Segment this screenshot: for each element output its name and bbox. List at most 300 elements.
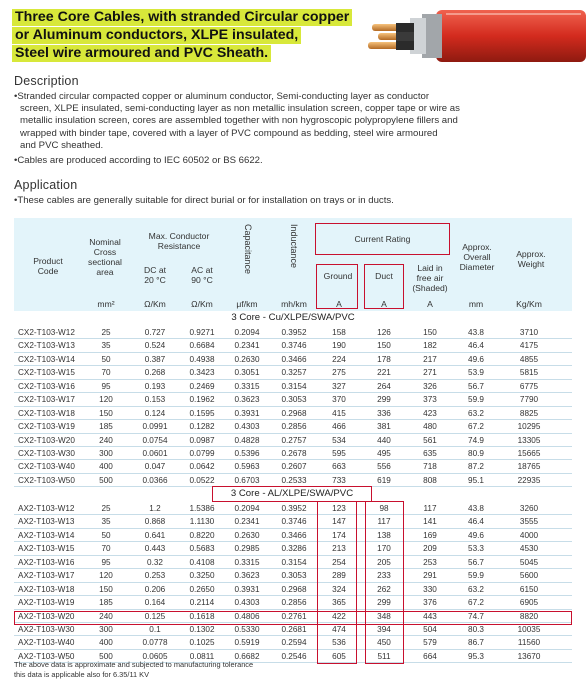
table-cell: 299 [377,598,391,608]
table-cell: 0.2681 [281,624,307,634]
table-cell: 0.443 [144,544,166,554]
table-row [14,556,572,569]
table-row [14,407,572,420]
table-cell: 330 [423,584,437,594]
table-cell: AX2-T103-W12 [18,504,75,513]
unit-inductance: mh/km [281,299,307,309]
table-cell: 0.2546 [281,651,307,661]
table-cell: 224 [332,354,346,364]
table-cell: 205 [377,557,391,567]
table-cell: 240 [99,611,113,621]
table-cell: 0.3051 [234,368,260,378]
table-cell: 0.4303 [234,598,260,608]
table-cell: 4530 [519,544,539,554]
table-cell: 95 [101,381,111,391]
table-cell: 324 [332,584,346,594]
table-cell: 262 [377,584,391,594]
table-row [14,515,572,528]
table-cell: 3555 [519,517,539,527]
header-nominal-area: Nominal Cross sectional area [88,237,122,277]
table-cell: 67.2 [468,598,484,608]
table-cell: 423 [423,408,437,418]
table-cell: 495 [377,448,391,458]
table-cell: 86.7 [468,638,484,648]
table-cell: 0.3315 [234,381,260,391]
table-row [14,460,572,473]
table-cell: 0.0799 [189,448,215,458]
table-cell: 4175 [519,341,539,351]
table-cell: 0.253 [144,571,166,581]
table-cell: 5600 [519,571,539,581]
description-heading: Description [14,74,79,88]
table-cell: 126 [377,328,391,337]
table-cell: 376 [423,598,437,608]
table-cell: 0.2341 [234,517,260,527]
table-cell: 440 [377,435,391,445]
table-cell: 0.3952 [281,504,307,513]
table-row [14,583,572,596]
unit-dc: Ω/Km [144,299,166,309]
table-cell: 182 [423,341,437,351]
unit-ac: Ω/Km [191,299,213,309]
table-cell: 300 [99,448,113,458]
table-cell: 511 [377,651,391,661]
table-cell: AX2-T103-W50 [18,651,75,661]
description-line: wrapped with binder tape, covered with a layer of PVC compound as bedding, steel wire armoured [20,127,438,139]
table-cell: CX2-T103-W50 [18,475,75,485]
table-cell: 80.3 [468,624,484,634]
table-cell: AX2-T103-W15 [18,544,75,554]
table-cell: 0.4806 [234,611,260,621]
table-cell: 500 [99,475,113,485]
table-cell: 0.3250 [189,571,215,581]
table-cell: 0.5963 [234,462,260,472]
table-cell: 117 [377,517,391,527]
table-cell: 63.2 [468,584,484,594]
table-cell: 579 [423,638,437,648]
unit-area: mm² [97,299,115,309]
description-line: and PVC sheathed. [20,139,104,151]
header-current-rating: Current Rating [354,234,411,244]
table-cell: 0.0811 [189,651,215,661]
table-row [14,380,572,393]
table-cell: 0.3931 [234,408,260,418]
unit-capacitance: μf/km [236,299,258,309]
table-cell: 0.6682 [234,651,260,661]
title-line-1: Three Core Cables, with stranded Circular copper [12,9,352,26]
table-cell: 0.1025 [189,638,215,648]
table-cell: 0.2469 [189,381,215,391]
table-cell: 0.868 [144,517,166,527]
specification-table [14,218,572,661]
table-row [14,326,572,339]
table-cell: 327 [332,381,346,391]
table-cell: 174 [332,530,346,540]
table-cell: 0.3623 [234,395,260,405]
table-cell: 3710 [519,328,539,337]
table-cell: AX2-T103-W17 [18,571,75,581]
table-cell: 185 [99,598,113,608]
table-cell: 0.0522 [189,475,215,485]
table-cell: 0.4108 [189,557,215,567]
table-cell: 0.2533 [281,475,307,485]
table-cell: 6905 [519,598,539,608]
table-cell: 253 [423,557,437,567]
table-cell: 53.3 [468,544,484,554]
table-cell: 6150 [519,584,539,594]
table-cell: 150 [423,328,437,337]
section-title-aluminum: 3 Core - AL/XLPE/SWA/PVC [230,488,354,499]
table-cell: 53.9 [468,368,484,378]
table-cell: 664 [423,651,437,661]
cable-cross-section-image [366,0,586,72]
unit-diameter: mm [468,299,484,309]
table-cell: CX2-T103-W13 [18,341,75,351]
table-cell: 0.2968 [281,584,307,594]
table-cell: 0.6684 [189,341,215,351]
table-cell: 0.2607 [281,462,307,472]
table-cell: 504 [423,624,437,634]
table-cell: 0.3053 [281,571,307,581]
table-cell: 8820 [519,611,539,621]
unit-free-air: A [427,299,433,309]
header-max-resistance: Max. Conductor Resistance [148,231,210,251]
table-cell: AX2-T103-W13 [18,517,75,527]
table-row [14,529,572,542]
table-cell: 10035 [517,624,541,634]
table-cell: 169 [423,530,437,540]
table-cell: 0.193 [144,381,166,391]
table-cell: 10295 [517,422,541,432]
table-cell: 0.727 [144,328,166,337]
table-cell: 18765 [517,462,541,472]
table-cell: CX2-T103-W12 [18,328,75,337]
table-cell: 11560 [517,638,541,648]
table-cell: 271 [423,368,437,378]
table-cell: 35 [101,517,111,527]
table-cell: 150 [99,408,113,418]
header-duct: Duct [375,271,393,281]
table-cell: AX2-T103-W40 [18,638,75,648]
table-cell: 0.0991 [142,422,168,432]
table-cell: 13305 [517,435,541,445]
table-cell: 0.0987 [189,435,215,445]
table-cell: 240 [99,435,113,445]
description-line: screen, XLPE insulated, semi-conducting layer as non metallic insulation screen, copper tape or wire as [20,103,460,115]
table-row [14,502,572,515]
table-cell: 480 [423,422,437,432]
table-cell: 0.2341 [234,341,260,351]
table-cell: 556 [377,462,391,472]
table-cell: 0.8220 [189,530,215,540]
table-cell: 13670 [517,651,541,661]
table-cell: 120 [99,395,113,405]
table-cell: 190 [332,341,346,351]
table-cell: 74.7 [468,611,484,621]
table-row [14,636,572,649]
table-cell: 15665 [517,448,541,458]
table-cell: 443 [423,611,437,621]
table-cell: 158 [332,328,346,337]
table-cell: 221 [377,368,391,378]
table-cell: 49.6 [468,354,484,364]
table-cell: 46.4 [468,517,484,527]
table-cell: 178 [377,354,391,364]
table-cell: 120 [99,571,113,581]
table-cell: 233 [377,571,391,581]
table-cell: 733 [332,475,346,485]
table-cell: 213 [332,544,346,554]
page-header [0,0,586,66]
table-cell: 0.2630 [234,530,260,540]
table-row [14,569,572,582]
table-cell: 0.2094 [234,504,260,513]
table-cell: 123 [332,504,346,513]
table-cell: 0.0778 [142,638,168,648]
table-cell: 0.0366 [142,475,168,485]
table-row [14,542,572,555]
table-cell: 50 [101,530,111,540]
table-cell: 0.3952 [281,328,307,337]
table-cell: 0.0601 [142,448,168,458]
table-cell: CX2-T103-W14 [18,354,75,364]
table-cell: 0.125 [144,611,166,621]
table-cell: 0.3466 [281,354,307,364]
table-cell: 536 [332,638,346,648]
table-cell: 605 [332,651,346,661]
table-cell: 22935 [517,475,541,485]
table-cell: 0.268 [144,368,166,378]
table-cell: 0.1595 [189,408,215,418]
table-row [14,366,572,379]
table-cell: 0.1282 [189,422,215,432]
table-cell: 0.5683 [189,544,215,554]
copper-rows [14,326,572,487]
header-product-code: Product Code [33,256,63,276]
table-cell: 0.4828 [234,435,260,445]
table-cell: 0.153 [144,395,166,405]
table-row [14,420,572,433]
table-cell: 95.3 [468,651,484,661]
table-cell: AX2-T103-W18 [18,584,75,594]
table-cell: 150 [99,584,113,594]
table-cell: 1.1130 [189,517,215,527]
table-cell: 0.0754 [142,435,168,445]
table-cell: 0.0605 [142,651,168,661]
title-line-2: or Aluminum conductors, XLPE insulated, [12,27,301,44]
unit-weight: Kg/Km [516,299,542,309]
table-cell: 0.1962 [189,395,215,405]
table-cell: 170 [377,544,391,554]
table-cell: 254 [332,557,346,567]
table-cell: 98 [379,504,389,513]
table-cell: 43.8 [468,504,484,513]
table-cell: 0.3746 [281,341,307,351]
table-cell: 289 [332,571,346,581]
table-cell: 0.3053 [281,395,307,405]
table-cell: 0.1 [149,624,161,634]
footnote-line-2: this data is applicable also for 6.35/11 KV [14,670,150,679]
standards-line: •Cables are produced according to IEC 60502 or BS 6622. [14,155,263,167]
table-cell: 0.047 [144,462,166,472]
table-cell: 5815 [519,368,539,378]
table-cell: 0.2761 [281,611,307,621]
table-cell: 150 [377,341,391,351]
table-cell: 0.124 [144,408,166,418]
highlighted-row-box [14,611,572,625]
table-cell: 0.2630 [234,354,260,364]
table-cell: 561 [423,435,437,445]
table-cell: CX2-T103-W18 [18,408,75,418]
ground-column-highlight [317,501,357,664]
description-paragraph [14,91,574,167]
table-cell: CX2-T103-W40 [18,462,75,472]
table-cell: 25 [101,328,111,337]
table-cell: 415 [332,408,346,418]
table-cell: 0.524 [144,341,166,351]
table-cell: 474 [332,624,346,634]
table-cell: 59.9 [468,395,484,405]
table-cell: 0.641 [144,530,166,540]
table-cell: 0.3315 [234,557,260,567]
table-cell: 348 [377,611,391,621]
table-cell: 6775 [519,381,539,391]
header-dc: DC at 20 °C [144,265,166,285]
aluminum-rows [14,502,572,663]
unit-duct: A [381,299,387,309]
table-cell: 595 [332,448,346,458]
table-cell: 500 [99,651,113,661]
table-cell: 67.2 [468,422,484,432]
table-cell: 0.2968 [281,408,307,418]
table-cell: 5045 [519,557,539,567]
table-cell: 70 [101,368,111,378]
table-cell: 0.5919 [234,638,260,648]
description-line: •Stranded circular compacted copper or aluminum conductor, Semi-conducting layer as conductor [14,91,430,102]
table-cell: 0.0642 [189,462,215,472]
table-cell: 394 [377,624,391,634]
table-cell: 59.9 [468,571,484,581]
table-cell: 0.2985 [234,544,260,554]
table-cell: 381 [377,422,391,432]
table-row [14,596,572,609]
table-row [14,447,572,460]
table-cell: AX2-T103-W19 [18,598,75,608]
header-weight: Approx. Weight [516,249,546,269]
header-inductance: Inductance [289,224,299,269]
table-cell: 56.7 [468,381,484,391]
table-cell: 0.3746 [281,517,307,527]
table-cell: 0.5330 [234,624,260,634]
table-cell: 4855 [519,354,539,364]
table-cell: 326 [423,381,437,391]
footnote-line-1: The above data is approximate and subjected to manufacturing tolerance [14,660,254,669]
table-cell: 0.2094 [234,328,260,337]
table-cell: 0.3423 [189,368,215,378]
table-cell: 8825 [519,408,539,418]
table-cell: 0.3466 [281,530,307,540]
table-cell: 619 [377,475,391,485]
table-cell: 1.2 [149,504,161,513]
header-laid-free-air: Laid in free air (Shaded) [412,263,448,293]
table-cell: 25 [101,504,111,513]
table-cell: AX2-T103-W30 [18,624,75,634]
table-cell: 365 [332,598,346,608]
table-cell: 0.3257 [281,368,307,378]
table-cell: 217 [423,354,437,364]
section-title-copper: 3 Core - Cu/XLPE/SWA/PVC [231,312,355,323]
table-cell: 0.164 [144,598,166,608]
table-cell: 0.3931 [234,584,260,594]
table-cell: AX2-T103-W20 [18,611,75,621]
table-cell: 450 [377,638,391,648]
table-row [14,339,572,352]
table-cell: CX2-T103-W16 [18,381,75,391]
table-cell: 56.7 [468,557,484,567]
table-cell: 336 [377,408,391,418]
table-cell: 95 [101,557,111,567]
table-cell: 0.6703 [234,475,260,485]
table-cell: 141 [423,517,437,527]
table-cell: 49.6 [468,530,484,540]
table-cell: 7790 [519,395,539,405]
table-cell: 0.387 [144,354,166,364]
table-cell: 0.3623 [234,571,260,581]
table-cell: 80.9 [468,448,484,458]
table-row [14,393,572,406]
table-cell: 0.2757 [281,435,307,445]
table-cell: 663 [332,462,346,472]
table-cell: 43.8 [468,328,484,337]
table-cell: 209 [423,544,437,554]
table-cell: 87.2 [468,462,484,472]
table-cell: 0.1302 [189,624,215,634]
table-cell: 0.2114 [189,598,215,608]
table-row [14,434,572,447]
table-cell: 0.2856 [281,422,307,432]
table-cell: 4000 [519,530,539,540]
table-cell: 95.1 [468,475,484,485]
table-cell: 0.3154 [281,557,307,567]
table-cell: 534 [332,435,346,445]
table-cell: 0.32 [147,557,163,567]
table-cell: 0.9271 [189,328,215,337]
table-cell: 370 [332,395,346,405]
header-diameter: Approx. Overall Diameter [459,242,495,272]
table-cell: 185 [99,422,113,432]
table-cell: 138 [377,530,391,540]
table-cell: 300 [99,624,113,634]
table-cell: 147 [332,517,346,527]
header-ground: Ground [323,271,353,281]
table-cell: 0.206 [144,584,166,594]
table-cell: AX2-T103-W16 [18,557,75,567]
table-row [14,353,572,366]
table-cell: 46.4 [468,341,484,351]
table-cell: 373 [423,395,437,405]
table-cell: 117 [423,504,437,513]
table-cell: AX2-T103-W14 [18,530,75,540]
table-cell: 466 [332,422,346,432]
table-cell: 299 [377,395,391,405]
table-cell: 0.2678 [281,448,307,458]
table-cell: 0.4938 [189,354,215,364]
table-cell: 35 [101,341,111,351]
table-cell: 635 [423,448,437,458]
table-cell: 400 [99,638,113,648]
table-cell: CX2-T103-W17 [18,395,75,405]
table-cell: 0.3286 [281,544,307,554]
